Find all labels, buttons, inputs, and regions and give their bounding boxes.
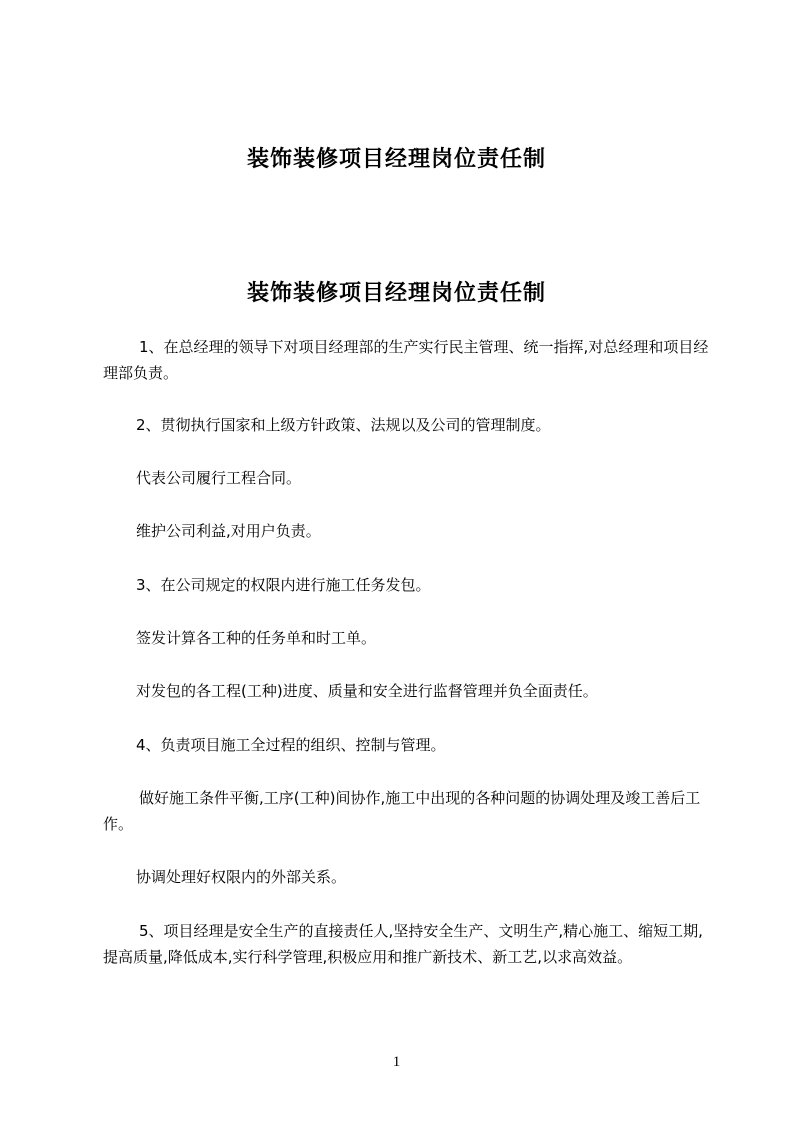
document-title-main: 装饰装修项目经理岗位责任制 bbox=[246, 281, 546, 306]
paragraph-5: 3、在公司规定的权限内进行施工任务发包。 bbox=[136, 576, 431, 594]
document-title-top: 装饰装修项目经理岗位责任制 bbox=[246, 147, 546, 172]
paragraph-4: 维护公司利益,对用户负责。 bbox=[136, 522, 321, 540]
paragraph-9: 做好施工条件平衡,工序(工种)间协作,施工中出现的各种问题的协调处理及竣工善后工作。 bbox=[103, 789, 701, 833]
page-number: 1 bbox=[392, 1054, 401, 1070]
paragraph-10: 协调处理好权限内的外部关系。 bbox=[136, 868, 347, 886]
paragraph-2: 2、贯彻执行国家和上级方针政策、法规以及公司的管理制度。 bbox=[136, 416, 551, 434]
paragraph-7: 对发包的各工程(工种)进度、质量和安全进行监督管理并负全面责任。 bbox=[136, 682, 598, 700]
paragraph-6: 签发计算各工种的任务单和时工单。 bbox=[136, 629, 377, 647]
paragraph-1: 1、在总经理的领导下对项目经理部的生产实行民主管理、统一指挥,对总经理和项目经理部负责。 bbox=[103, 338, 709, 382]
paragraph-11: 5、项目经理是安全生产的直接责任人,坚持安全生产、文明生产,精心施工、缩短工期,提高质量,降低成本,实行科学管理,积极应用和推广新技术、新工艺,以求高效益。 bbox=[103, 922, 703, 966]
paragraph-3: 代表公司履行工程合同。 bbox=[136, 469, 302, 487]
paragraph-8: 4、负责项目施工全过程的组织、控制与管理。 bbox=[136, 736, 446, 754]
